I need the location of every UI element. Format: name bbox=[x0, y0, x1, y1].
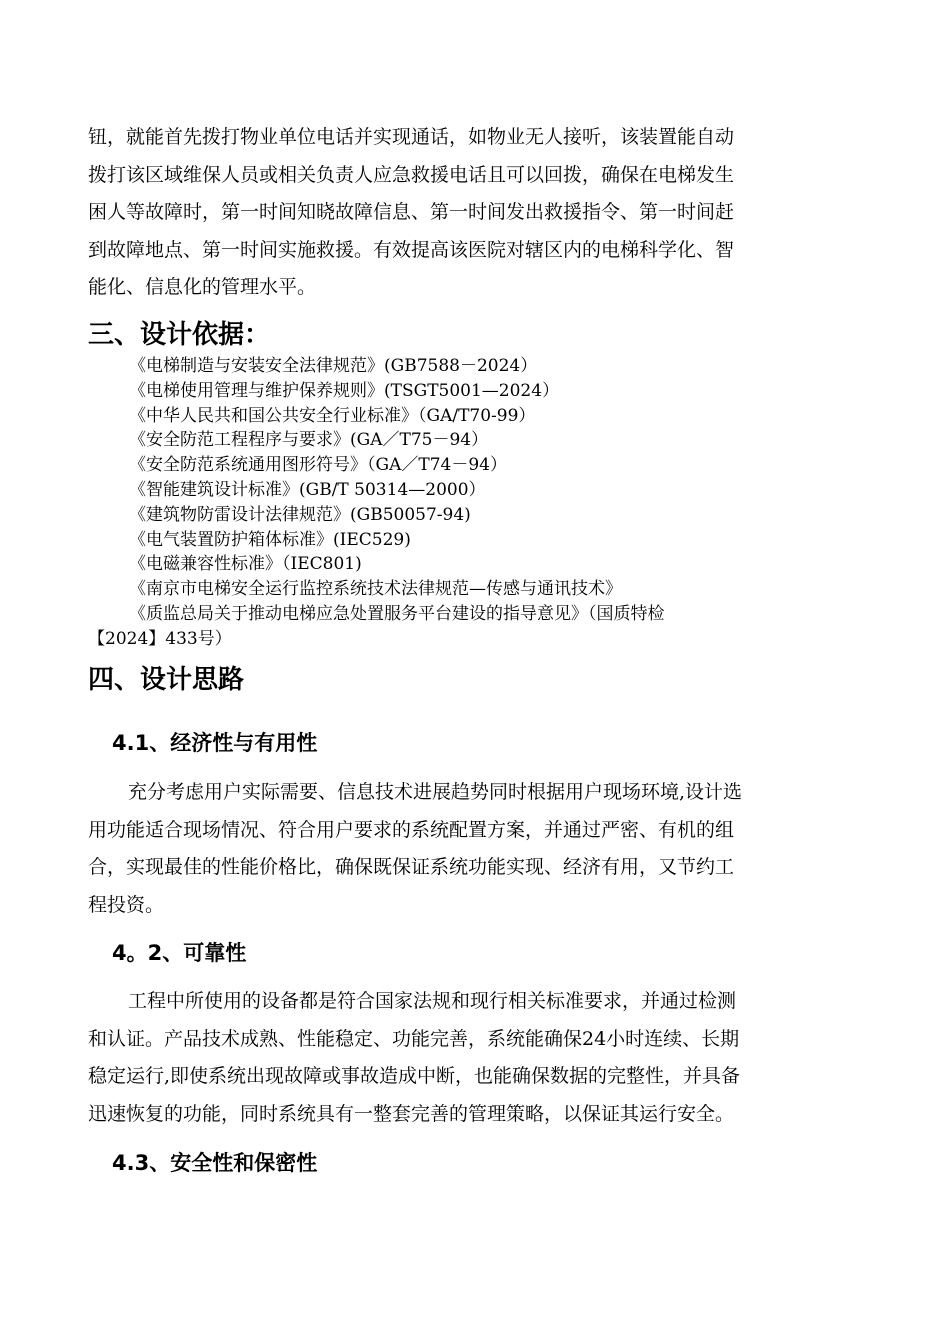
reference-item: 《智能建筑设计标准》(GB/T 50314—2000） bbox=[129, 479, 486, 500]
reference-item: 《电梯制造与安装安全法律规范》(GB7588－2024） bbox=[129, 356, 538, 376]
reference-item: 《安全防范工程程序与要求》(GA／T75－94） bbox=[129, 430, 489, 451]
section-3-heading: 三、设计依据： bbox=[88, 320, 271, 350]
subsection-4-2-paragraph bbox=[88, 983, 863, 1133]
paragraph-line: 充分考虑用户实际需要、信息技术进展趋势同时根据用户现场环境,设计选 bbox=[128, 781, 743, 803]
paragraph-line: 到故障地点、第一时间实施救援。有效提高该医院对辖区内的电梯科学化、智 bbox=[88, 238, 735, 261]
reference-item: 《电磁兼容性标准》（IEC801) bbox=[129, 554, 362, 575]
section-4-heading: 四、设计思路 bbox=[88, 665, 245, 695]
reference-list bbox=[88, 354, 868, 652]
reference-continuation: 【2024】433号） bbox=[88, 628, 232, 649]
paragraph-line: 困人等故障时，第一时间知晓故障信息、第一时间发出救援指令、第一时间赶 bbox=[88, 201, 735, 223]
reference-item: 《电梯使用管理与维护保养规则》(TSGT5001—2024） bbox=[129, 380, 560, 401]
paragraph-line: 能化、信息化的管理水平。 bbox=[88, 276, 317, 298]
paragraph-line: 合，实现最佳的性能价格比，确保既保证系统功能实现、经济有用，又节约工 bbox=[88, 856, 735, 878]
reference-item: 《南京市电梯安全运行监控系统技术法律规范—传感与通讯技术》 bbox=[129, 579, 622, 600]
paragraph-line: 稳定运行,即使系统出现故障或事故造成中断，也能确保数据的完整性，并具备 bbox=[88, 1065, 741, 1087]
paragraph-line: 用功能适合现场情况、符合用户要求的系统配置方案，并通过严密、有机的组 bbox=[88, 818, 735, 841]
reference-item: 《安全防范系统通用图形符号》（GA／T74－94） bbox=[129, 455, 507, 476]
subsection-4-3-heading: 4.3、安全性和保密性 bbox=[112, 1151, 318, 1175]
paragraph-line: 和认证。产品技术成熟、性能稳定、功能完善，系统能确保24小时连续、长期 bbox=[88, 1027, 740, 1050]
paragraph-line: 钮，就能首先拨打物业单位电话并实现通话，如物业无人接听，该装置能自动 bbox=[88, 126, 735, 148]
paragraph-line: 拨打该区域维保人员或相关负责人应急救援电话且可以回拨，确保在电梯发生 bbox=[88, 163, 735, 186]
reference-item: 《质监总局关于推动电梯应急处置服务平台建设的指导意见》（国质特检 bbox=[129, 603, 665, 624]
reference-item: 《中华人民共和国公共安全行业标准》（GA/T70-99） bbox=[129, 405, 536, 426]
reference-item: 《建筑物防雷设计法律规范》(GB50057-94) bbox=[129, 504, 471, 525]
paragraph-line: 程投资。 bbox=[88, 893, 165, 916]
paragraph-line: 工程中所使用的设备都是符合国家法规和现行相关标准要求，并通过检测 bbox=[128, 990, 737, 1012]
subsection-4-1-paragraph bbox=[88, 774, 863, 924]
reference-item: 《电气装置防护箱体标准》(IEC529) bbox=[129, 529, 411, 550]
intro-paragraph bbox=[88, 119, 863, 307]
subsection-4-2-heading: 4。2、可靠性 bbox=[112, 941, 247, 965]
subsection-4-1-heading: 4.1、经济性与有用性 bbox=[112, 731, 318, 755]
paragraph-line: 迅速恢复的功能，同时系统具有一整套完善的管理策略，以保证其运行安全。 bbox=[88, 1102, 735, 1125]
